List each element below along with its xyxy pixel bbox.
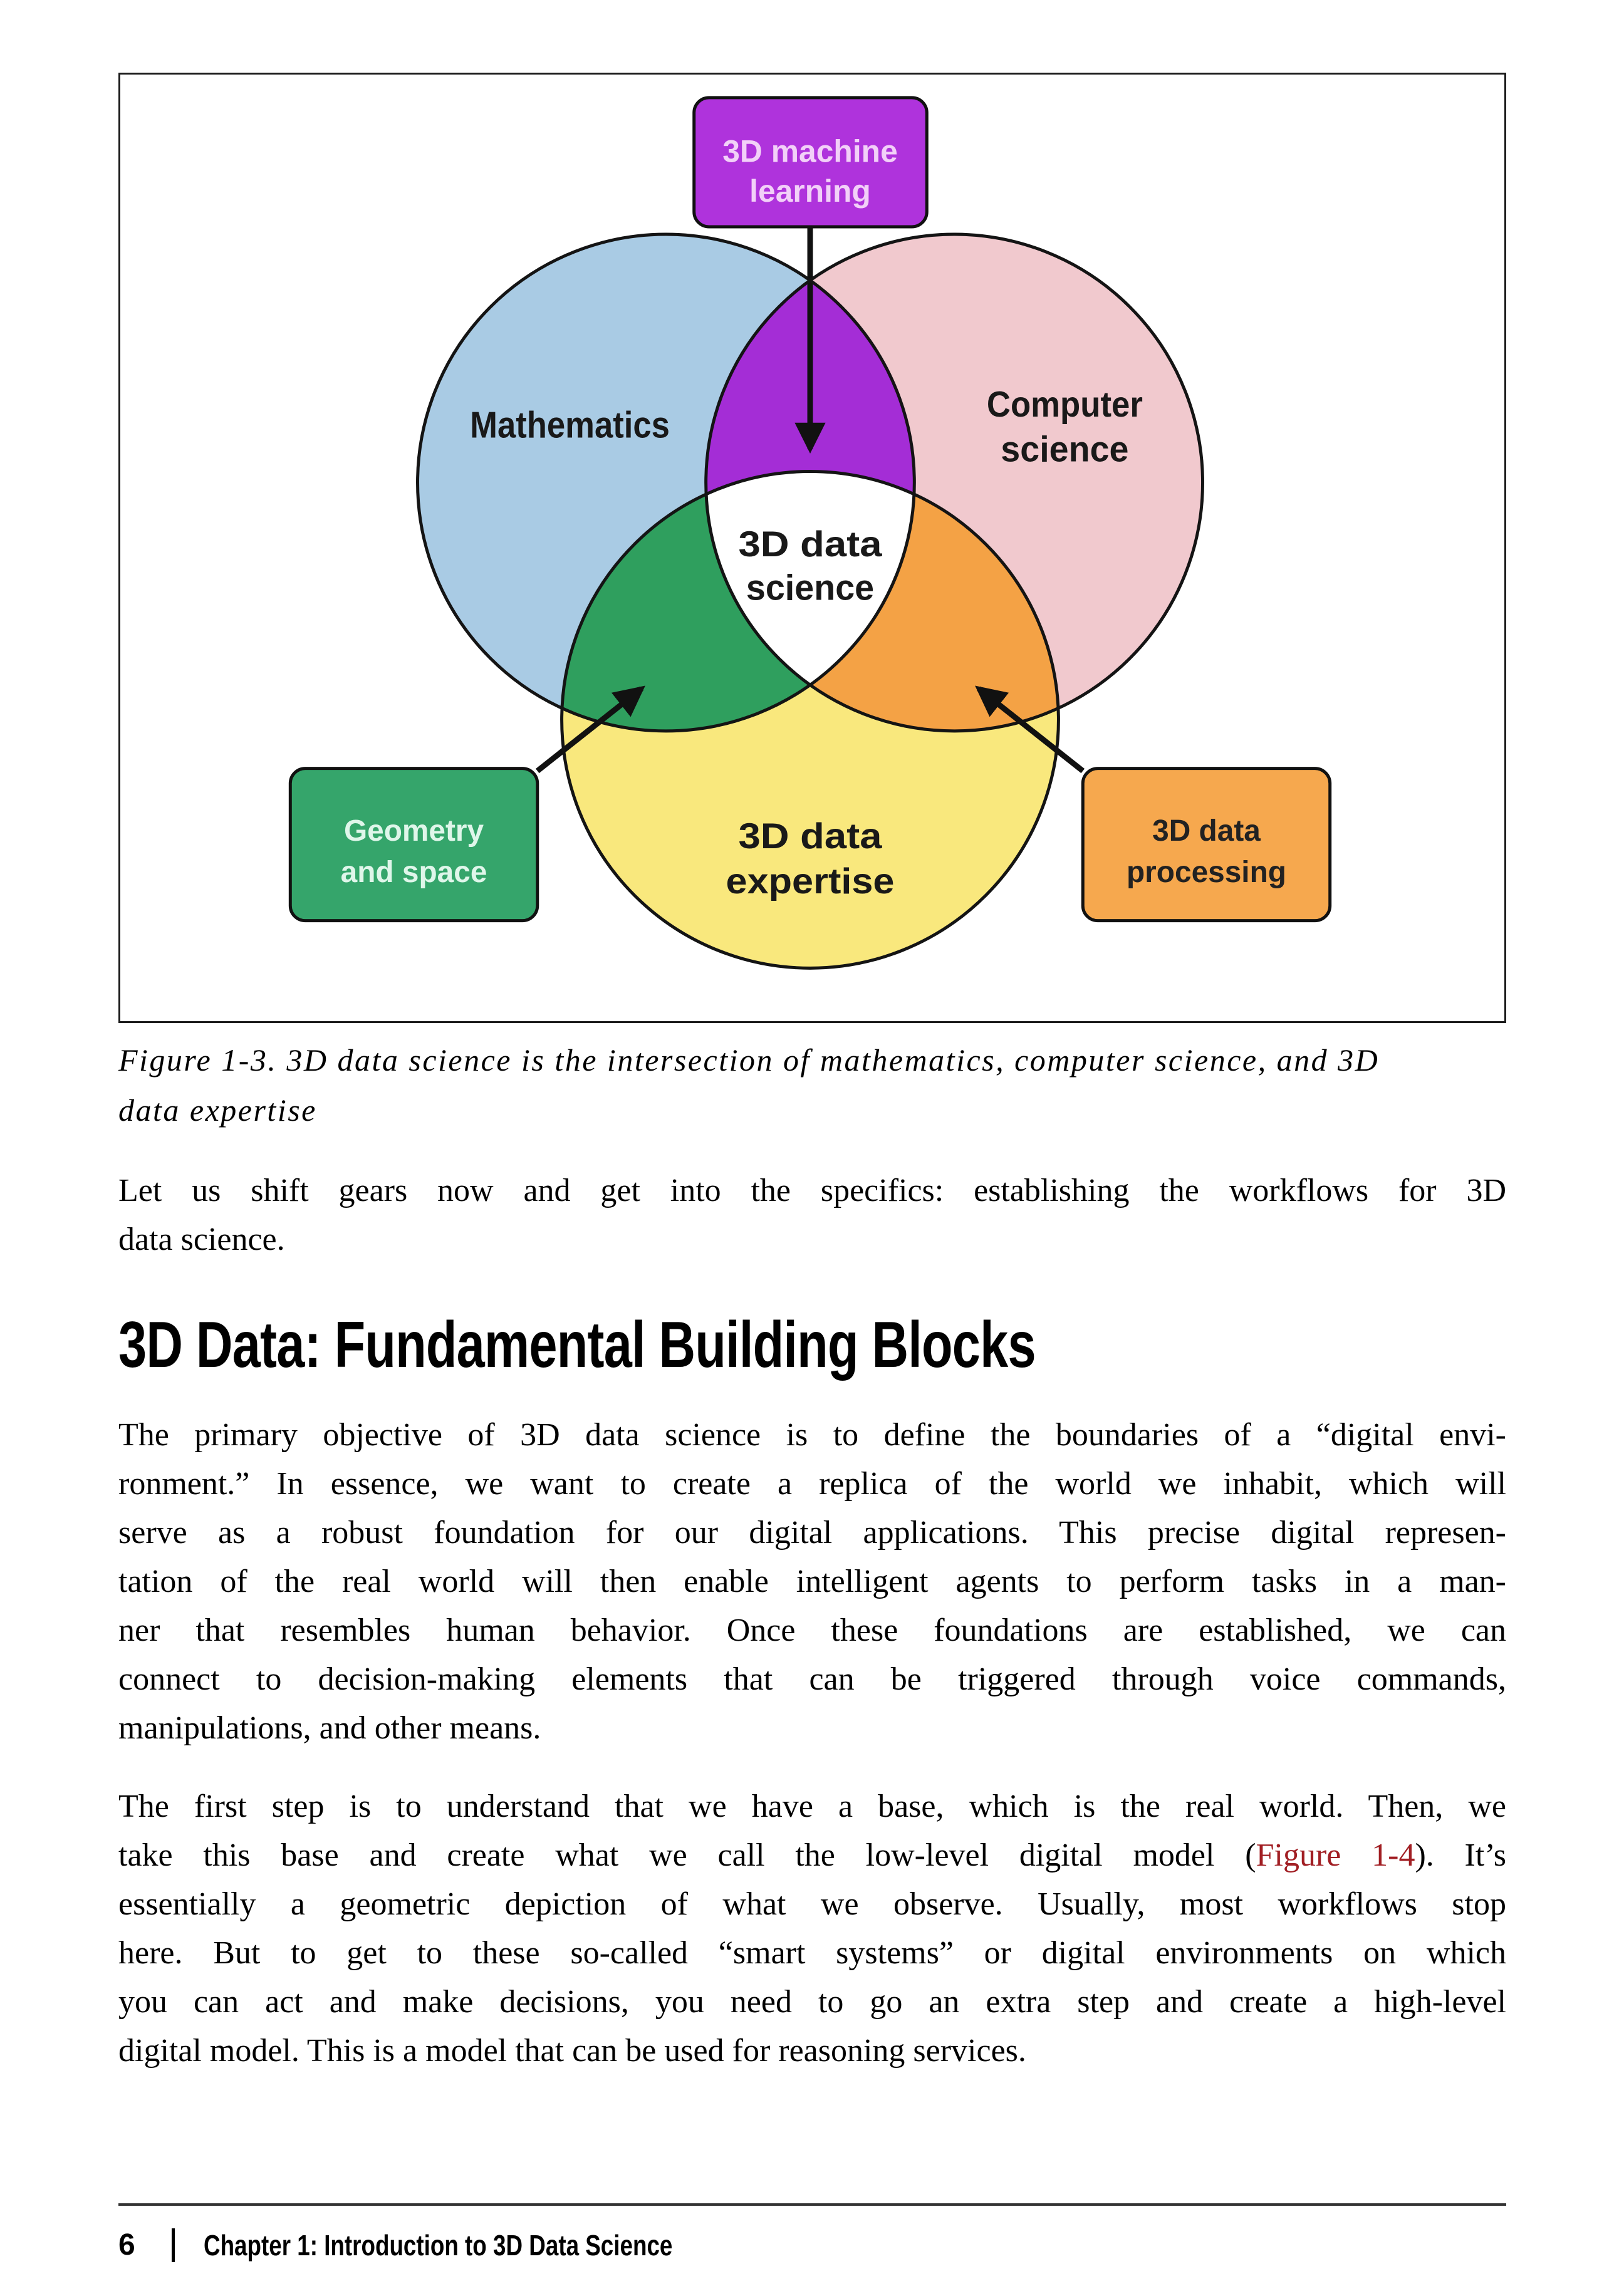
label-3d-data-science-line2: science — [746, 568, 875, 608]
footer-divider — [172, 2228, 175, 2262]
text-line: connect to decision-making elements that can be triggered through voice commands, — [118, 1661, 1506, 1697]
body-paragraph-3 — [118, 1782, 1506, 2075]
callout-processing-line2: processing — [1127, 855, 1287, 889]
figure-1-4-link[interactable]: Figure 1-4 — [1256, 1837, 1415, 1873]
page-footer — [118, 2228, 789, 2262]
body-paragraph-1 — [118, 1166, 1506, 1264]
text-line: The primary objective of 3D data science is to define the boundaries of a “digital envi- — [118, 1417, 1506, 1453]
text-line: ronment.” In essence, we want to create a replica of the world we inhabit, which will — [118, 1466, 1506, 1502]
callout-geometry-line1: Geometry — [343, 814, 484, 848]
label-computer-science-line1: Computer — [986, 384, 1143, 425]
callout-3d-machine-learning-line1: 3D machine — [722, 133, 898, 169]
venn-diagram — [120, 75, 1504, 1021]
body-paragraph-2 — [118, 1411, 1506, 1753]
footer-rule — [118, 2203, 1506, 2206]
figure-caption — [118, 1035, 1506, 1135]
text-line: ner that resembles human behavior. Once these foundations are established, we can — [118, 1613, 1506, 1648]
text-line: serve as a robust foundation for our digital applications. This precise digital represen- — [118, 1515, 1506, 1551]
text-line: you can act and make decisions, you need to go an extra step and create a high-level — [118, 1984, 1506, 2020]
text-line: take this base and create what we call the low-level digital model (Figure 1-4). It’s — [118, 1837, 1507, 1873]
page-number: 6 — [118, 2228, 135, 2262]
text-line: Let us shift gears now and get into the specifics: establishing the workflows for 3D — [118, 1173, 1506, 1208]
text-line: here. But to get to these so-called “smart systems” or digital environments on which — [118, 1935, 1506, 1971]
callout-processing-line1: 3D data — [1152, 814, 1261, 848]
label-3d-data-expertise-line2: expertise — [726, 861, 895, 901]
label-computer-science-line2: science — [1001, 429, 1129, 470]
label-mathematics: Mathematics — [470, 403, 670, 446]
text-line: digital model. This is a model that can be used for reasoning services. — [118, 2033, 1026, 2069]
text-line: data science. — [118, 1222, 285, 1257]
figure-box — [118, 73, 1506, 1023]
chapter-title: Chapter 1: Introduction to 3D Data Science — [203, 2228, 673, 2262]
text-line: tation of the real world will then enable intelligent agents to perform tasks in a man- — [118, 1564, 1506, 1599]
text-line: manipulations, and other means. — [118, 1710, 541, 1746]
callout-geometry-line2: and space — [340, 855, 487, 889]
text-line: essentially a geometric depiction of what we observe. Usually, most workflows stop — [118, 1886, 1506, 1922]
text-line: The first step is to understand that we have a base, which is the real world. Then, we — [118, 1789, 1506, 1824]
text-line: data expertise — [118, 1093, 317, 1128]
section-heading: 3D Data: Fundamental Building Blocks — [118, 1309, 1036, 1381]
label-3d-data-expertise-line1: 3D data — [738, 816, 883, 857]
text-line: Figure 1-3. 3D data science is the intersection of mathematics, computer science, and 3D — [118, 1042, 1380, 1078]
callout-3d-machine-learning-line2: learning — [749, 174, 871, 209]
label-3d-data-science-line1: 3D data — [738, 524, 883, 564]
